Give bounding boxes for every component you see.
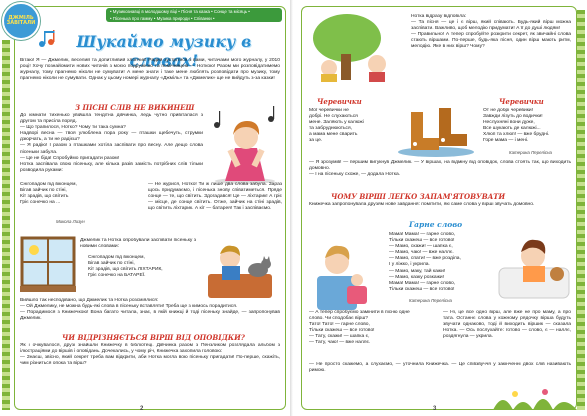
logo-line-1: ДЖМІЛЬ	[8, 15, 34, 21]
page-title: Шукаймо музику в словах!	[76, 32, 252, 70]
page-number-left: 2	[140, 406, 144, 412]
vine-border-right	[577, 10, 585, 410]
left-page	[0, 0, 293, 416]
middle-dialogue: — Я зрозумів! — першим вигукнув Джмелик. — У віршах, на відміну від оповідок, слова стоять так, що виходить домовно. — І на пісеньку схоже, — додала Нотка.	[309, 160, 571, 178]
section-heading-2: ЧИ ВІДРІЗНЯЄТЬСЯ ВІРШ ВІД ОПОВІДКИ?	[62, 333, 245, 342]
caption-2: Джмелик та Нотка опробували заспівати пісеньку з новими словами:	[80, 238, 196, 250]
poem-3b-heading: Черевички	[499, 97, 544, 106]
poem-3b-author: Катерина Перелісна	[509, 150, 552, 155]
poem-1-author: Микола Лизун	[56, 219, 85, 224]
section-4-body: Книжечка запропонувала друзям нове завдання: помітити, які саме слова у вірші звучать домовно.	[309, 202, 535, 207]
after-poem-2: Вийшло так несподівано, що Джмелик та Нотка розсміялися: — Ой Джмелику, не можна будь-які слова в пісеньку вставляти! Треба ще з кимось порадитися. — Порадимося з Книжечкою! Вона багато читала, знає, в якій книжці й тоді пісеньку знайде, — запропонував Джмелик.	[20, 298, 280, 322]
bottom-right-text: — Ні, це все одно вірш, але вже не про маму, а про тата. Останнє слова у кожному рядочку вірша будуть звучати однаково, тоді й виходить віршик — сказала Нотка. — Ось послухайте: готово — слово, є — наллє, роздягнула — укрила.	[443, 310, 571, 340]
characters-illustration	[307, 10, 405, 84]
section-1-body: До кімнати тихенько увійшла тендітна дівчинка, ледь чутно привіталася з другом та присіла поряд. — Що трапилося, Нотко? Чому ти така сумна? Надворі весна — твоя улюблена пора року — пташки щебечуть, струмки дзюрчать, а ти не радієш? — Я радію! І разом з пташками хотіла заспівати про весну. Але дещо слова пісеньки забула. — Це не біда! Спробуймо пригадати разом! Нотка заспівала свою пісеньку, але кілька разів замість потрібних слів тільки розводила руками:	[20, 113, 203, 173]
section-heading-4: ЧОМУ ВІРШІ ЛЕГКО ЗАПАМ'ЯТОВУВАТИ	[331, 192, 506, 201]
girl-singing-illustration	[205, 103, 283, 185]
poem-3a-heading: Черевички	[317, 97, 362, 106]
window-illustration	[20, 236, 76, 296]
page-number-right: 3	[433, 406, 437, 412]
footer-text: — Не просто скажемо, а слухаємо, — уточнила Книжечка. — Це співзвуччя у закінченні двох слів називають римою.	[309, 362, 571, 374]
poem-4: Мама! Мама! — гарне слово, Тільки скажеш — все готово! — Мамо, скажи! — шапка є, — Мамо, чаю! — вже наллє. — Мамо, спати! — вже розділа, І у ліжко, і укрила. — Мамо, маку, тай кажи! — Мамо, казку розкажи! Мама! Мама! — гарне слово, Тільки скажеш — все готово!	[389, 232, 461, 292]
boy-and-cat-illustration	[200, 238, 282, 304]
poem-1: Снігопадом під віконцем, Бігав зайчик по стіні, Кіт зрадів, що світить Гріє сонечко на ...	[20, 182, 77, 206]
flowers-decoration	[493, 384, 577, 410]
poem-4-title: Гарне слово	[409, 220, 463, 229]
mother-girl-illustration	[307, 222, 373, 314]
bottom-left-text: — А тепер спробуємо замінити в пісню одне слово. Чи сподобає вірш? Тато! Тато! — гарне слово, Тільки скажеш — все готово! — Тату, скажи! — шапка є, — Тату, чаю! — вже наллє.	[309, 310, 410, 346]
logo-line-2: ЗАВІТАЛИ	[6, 20, 36, 26]
banner-line-1: • Музикознавці в молодшому віці • Пісня та казка • Сонце та місяць •	[110, 9, 250, 14]
poem-2: Снігопадом під віконцем, Бігав зайчик по стіні, Кіт зрадів, що світить ЛІХТАРИК, Гріє сонечко на БАТАРЕЇ.	[88, 255, 163, 279]
dialogue-1: — Не журися, Нотко! Ти ж лише два слова забула. Зараз щось придумаємо, і пісенька знову співатиметься. Пряде сонце — те, що світить. Здогадався! Це — ліхтарик! А гріє — місце, де сонце світить. Отже, зайчик на стіні зрадів, що світить ліхтарик. А кіт — батарея! Так і заспіваємо.	[148, 182, 282, 212]
poem-4-author: Катерина Перелісна	[409, 298, 452, 303]
right-intro-dialogue: Нотка відразу відповіла: — Та пісня — це і є вірш, який співають. Будь-який вірш можна заспівати. Важливо, щоб мелодію придумати! А її до душі людям! — Правильно! А тепер спробуйте розкрити секрет, як звичайні слова стають віршами. По-перше, будь-яка пісня, один вірш мають ритм, мелодію. Яке в них вірш? Чому?	[411, 14, 571, 50]
girl-with-toy-illustration	[493, 222, 575, 302]
header-banner	[106, 8, 282, 22]
poem-3b: От не добрі черевики! Завжди лізуть до водички! Неслухняні вони дуже, Все шукають де калюжі... Хлюп та хлюп! — вже брудні. Горе мама — і мені.	[483, 108, 550, 144]
magazine-logo	[2, 2, 40, 40]
boots-illustration	[393, 98, 479, 158]
banner-line-2: • Пісенька про гамму • Музика природи • Співанки •	[110, 16, 215, 21]
right-page	[293, 0, 587, 416]
section-heading-1: З ПІСНІ СЛІВ НЕ ВИКИНЕШ	[75, 103, 195, 112]
section-2-body: Як і очікувалося, друзі знайшли Книжечку в бібліотеці. Дівчинка разом з Пензликом розглядала альбом з ілюстраціями до віршів і оповідань. Дочекались, у чому річ, Книжечка захопила головою: — Знаєш, звісно, який секрет треба вам відкрити, аби Нотка могла вою пісеньку пригадати! По-перше, скажіть, чим різниться опока та вірш?	[20, 343, 280, 367]
vine-border-left	[2, 40, 10, 410]
intro-paragraph: Вітаю! Я — Джмелик, веселий та допитливий хлопчик! Радий зустрітися з вами, читачами мого журналу, у 2010 році! Хочу познайомити нових читачів з моєю подружкою та помічницею — Ноткою! Разом ми розповідатимемо журналу, тому прагнемо ніколи не сумувати! А мене знати і таке мене люблять розповідати про музику, тому прагнемо ніколи не сумувати. Однак у цьому номері журналу «Джміль» та «Джмелик» ще не вийдуть з-за казки!	[20, 58, 280, 82]
poem-3a: Мої черевички не добрі. Не слухаються мене. Заляють у калюжі та забруднюються, а мама мене сварить за це.	[309, 108, 364, 144]
